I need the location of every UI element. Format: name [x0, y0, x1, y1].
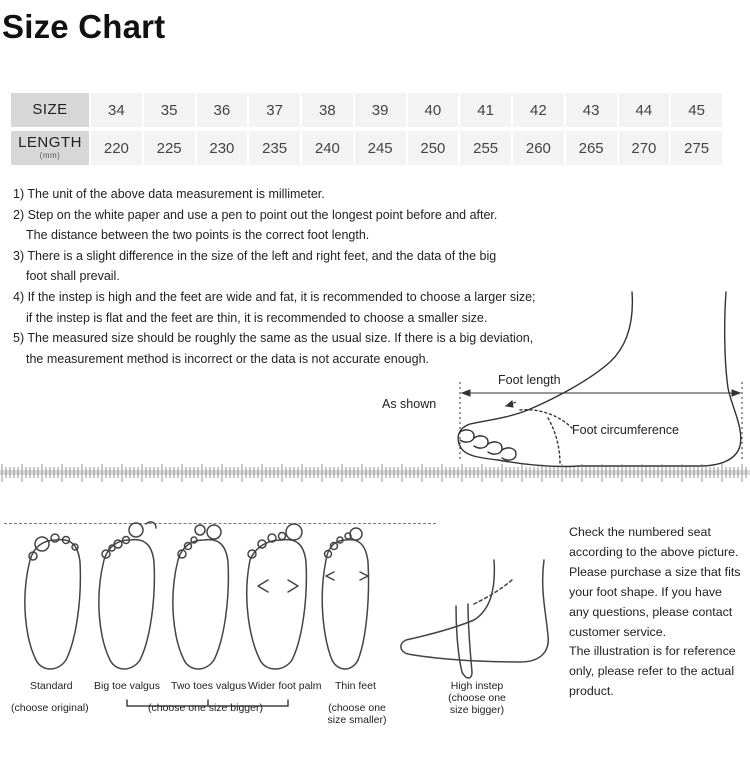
reference-line: customer service.: [569, 624, 667, 639]
length-cell: 235: [247, 131, 300, 165]
caption-two-toes-valgus: Two toes valgus: [171, 680, 247, 692]
size-cell: 44: [617, 93, 670, 127]
caption-choose-original: (choose original): [11, 702, 89, 714]
length-cell: 225: [142, 131, 195, 165]
divider-line: [4, 523, 436, 524]
size-cell: 36: [195, 93, 248, 127]
foot-length-label: Foot length: [498, 373, 561, 387]
size-cell: 42: [511, 93, 564, 127]
length-cell: 230: [195, 131, 248, 165]
reference-note: [569, 523, 747, 702]
caption-choose-bigger: (choose one size bigger): [148, 702, 263, 714]
reference-line: product.: [569, 684, 614, 699]
length-cell: 275: [669, 131, 722, 165]
ruler: [0, 464, 750, 482]
reference-line: according to the above picture.: [569, 544, 739, 559]
caption-thin-feet: Thin feet: [335, 680, 376, 692]
size-cell: 38: [300, 93, 353, 127]
length-cell: 270: [617, 131, 670, 165]
length-cell: 265: [564, 131, 617, 165]
size-table: [11, 89, 722, 169]
note-4-cont: if the instep is flat and the feet are thin, it is recommended to choose a smaller size.: [26, 310, 488, 325]
size-cell: 43: [564, 93, 617, 127]
note-3-cont: foot shall prevail.: [26, 269, 120, 284]
caption-choose-smaller-line2: size smaller): [327, 714, 387, 726]
length-cell: 245: [353, 131, 406, 165]
size-cell: 37: [247, 93, 300, 127]
caption-high-instep-line2: (choose one: [448, 692, 506, 704]
reference-line: The illustration is for reference: [569, 644, 736, 659]
caption-high-instep-line1: High instep: [450, 680, 504, 692]
foot-circumference-label: Foot circumference: [572, 423, 679, 437]
as-shown-label: As shown: [382, 397, 437, 411]
size-cell: 41: [458, 93, 511, 127]
reference-line: your foot shape. If you have: [569, 584, 722, 599]
size-row: [11, 93, 722, 127]
note-5-cont: the measurement method is incorrect or the data is not accurate enough.: [26, 351, 430, 366]
note-2-cont: The distance between the two points is the correct foot length.: [26, 228, 370, 243]
size-cell: 45: [669, 93, 722, 127]
caption-choose-smaller-line1: (choose one: [328, 702, 386, 714]
note-4: 4) If the instep is high and the feet are wide and fat, it is recommended to choose a larger size;: [13, 289, 536, 304]
length-cell: 250: [406, 131, 459, 165]
length-cell: 260: [511, 131, 564, 165]
caption-high-instep-line3: size bigger): [449, 704, 505, 716]
caption-big-toe-valgus: Big toe valgus: [94, 680, 160, 692]
note-3: 3) There is a slight difference in the size of the left and right feet, and the data of the big: [13, 248, 497, 263]
note-5: 5) The measured size should be roughly the same as the usual size. If there is a big deviation,: [13, 331, 534, 346]
length-label: LENGTH: [18, 134, 82, 151]
length-cell: 255: [458, 131, 511, 165]
caption-wider-foot-palm: Wider foot palm: [248, 680, 322, 692]
caption-choose-smaller: [326, 702, 388, 726]
length-header: [11, 131, 89, 165]
size-cell: 39: [353, 93, 406, 127]
reference-line: only, please refer to the actual: [569, 664, 735, 679]
reference-line: Check the numbered seat: [569, 525, 711, 539]
length-unit: (mm): [39, 151, 61, 160]
measurement-notes: [13, 184, 583, 369]
note-2: 2) Step on the white paper and use a pen to point out the longest point before and after.: [13, 207, 498, 222]
length-cell: 240: [300, 131, 353, 165]
page-title: Size Chart: [2, 8, 166, 45]
length-cell: 220: [89, 131, 142, 165]
size-header: SIZE: [11, 93, 89, 127]
note-1: 1) The unit of the above data measurement is millimeter.: [13, 187, 325, 201]
length-row: [11, 131, 722, 165]
size-cell: 34: [89, 93, 142, 127]
reference-line: any questions, please contact: [569, 604, 733, 619]
size-cell: 35: [142, 93, 195, 127]
caption-standard: Standard: [30, 680, 73, 692]
size-cell: 40: [406, 93, 459, 127]
reference-line: Please purchase a size that fits: [569, 564, 741, 579]
caption-high-instep: [444, 680, 510, 716]
